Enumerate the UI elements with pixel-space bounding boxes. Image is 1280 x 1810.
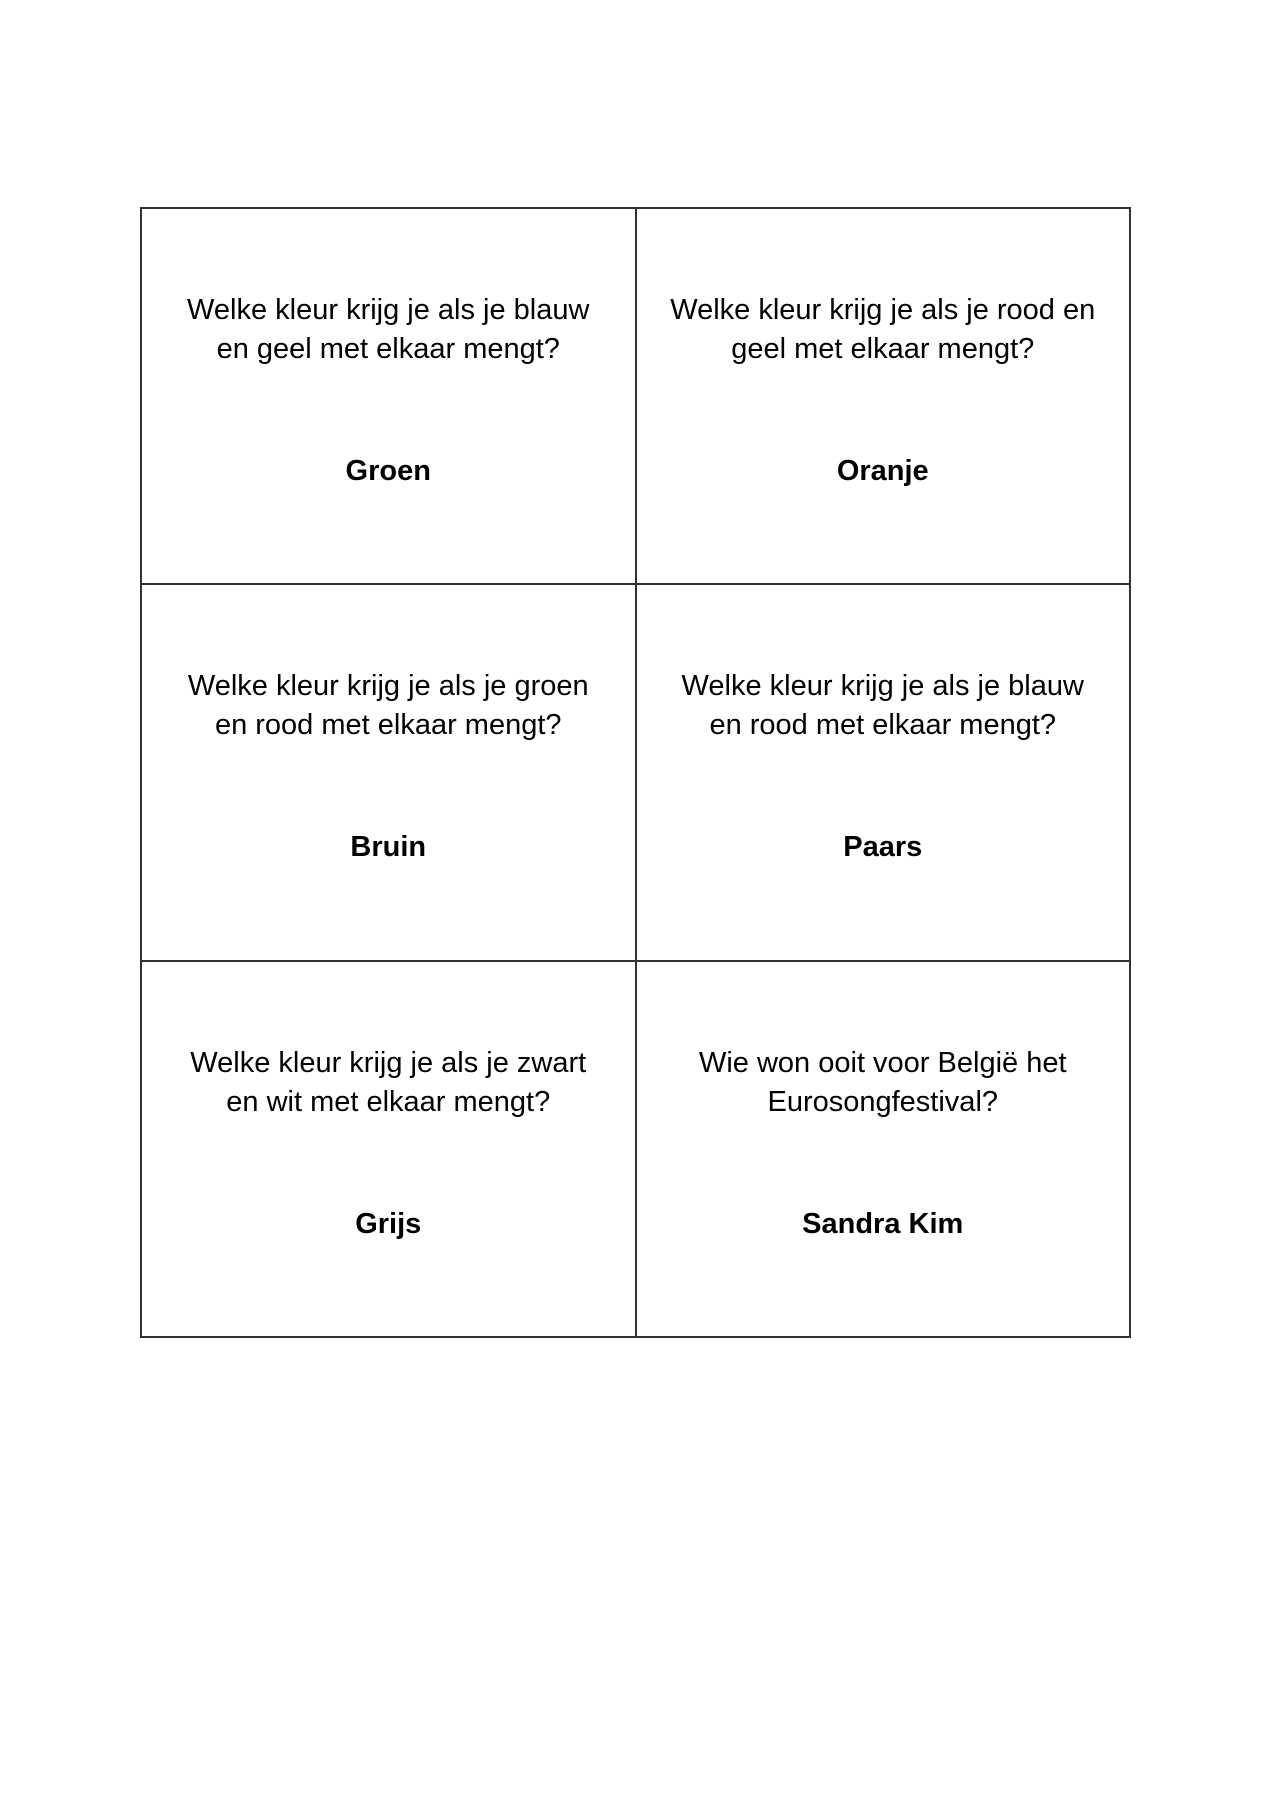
card-question — [154, 291, 623, 369]
card-answer: Oranje — [836, 455, 929, 487]
flashcard-table — [140, 207, 1131, 1338]
card-answer: Grijs — [355, 1207, 422, 1240]
question-line-2: Eurosongfestival? — [767, 1085, 999, 1118]
flashcard-rood-geel — [637, 209, 1130, 583]
flashcard-blauw-rood — [637, 585, 1130, 959]
card-answer: Groen — [345, 455, 431, 487]
flashcard-zwart-wit — [142, 962, 635, 1336]
question-line-1: Welke kleur krijg je als je rood en — [670, 294, 1096, 326]
card-question — [649, 667, 1118, 745]
card-answer: Bruin — [350, 831, 427, 864]
card-answer: Paars — [843, 831, 923, 864]
question-line-1: Wie won ooit voor België het — [698, 1046, 1067, 1079]
question-line-1: Welke kleur krijg je als je zwart — [190, 1046, 587, 1079]
card-question — [154, 667, 623, 745]
question-line-2: en wit met elkaar mengt? — [226, 1085, 551, 1118]
flashcard-blauw-geel — [142, 209, 635, 583]
flashcard-groen-rood — [142, 585, 635, 959]
card-question — [649, 291, 1118, 369]
card-answer: Sandra Kim — [802, 1207, 964, 1240]
flashcard-eurosong — [637, 962, 1130, 1336]
question-line-2: en rood met elkaar mengt? — [214, 709, 562, 742]
question-line-2: en rood met elkaar mengt? — [709, 709, 1057, 742]
question-line-2: geel met elkaar mengt? — [731, 333, 1035, 365]
question-line-1: Welke kleur krijg je als je blauw — [187, 294, 590, 326]
question-line-1: Welke kleur krijg je als je groen — [187, 670, 589, 703]
card-question — [154, 1044, 623, 1122]
card-question — [649, 1044, 1118, 1122]
question-line-2: en geel met elkaar mengt? — [216, 333, 560, 365]
question-line-1: Welke kleur krijg je als je blauw — [681, 670, 1084, 703]
